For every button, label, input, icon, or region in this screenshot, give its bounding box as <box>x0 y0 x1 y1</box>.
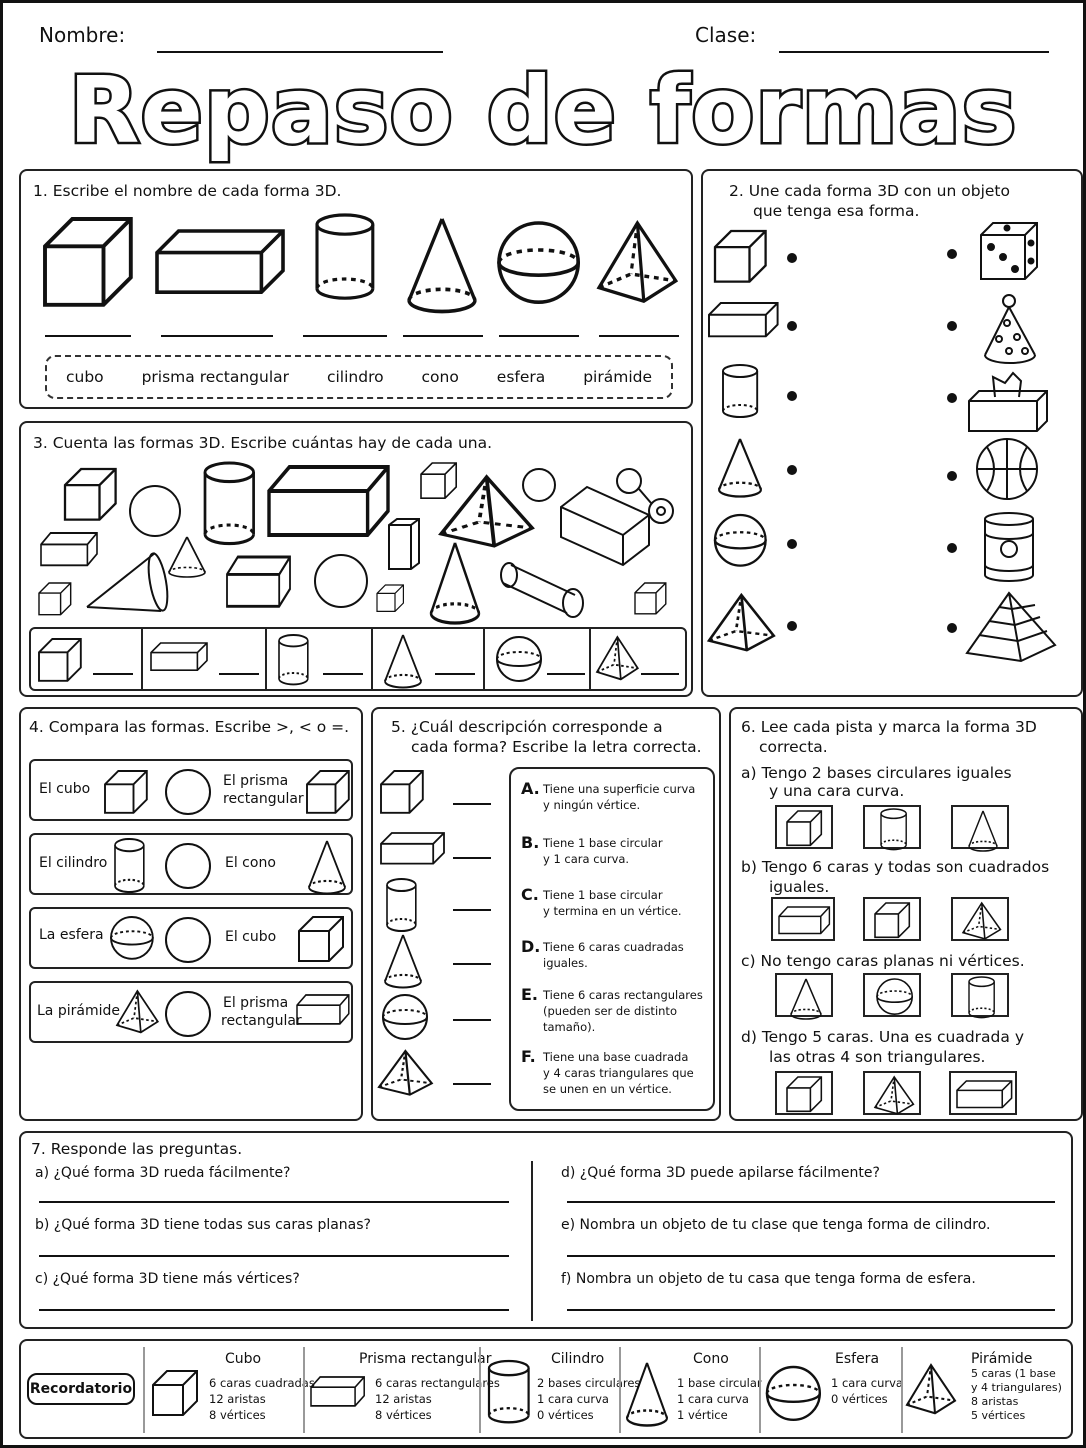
sphere-icon <box>497 637 541 681</box>
compare-row <box>29 759 353 821</box>
name-label: Nombre: <box>39 23 126 47</box>
cylinder-icon <box>969 977 999 1017</box>
prism-icon <box>779 907 835 937</box>
reminder-label: Recordatorio <box>27 1373 135 1405</box>
egypt-pyramid-icon <box>965 589 1057 665</box>
question-d: d) ¿Qué forma 3D puede apilarse fácilmente? <box>561 1165 880 1181</box>
word-bank <box>45 355 673 399</box>
count-cell <box>591 629 687 689</box>
section-3 <box>19 421 693 697</box>
cylinder-icon <box>317 215 377 311</box>
divider <box>901 1347 903 1433</box>
word-esfera: esfera <box>496 368 546 386</box>
compare-row <box>29 981 353 1043</box>
cone-icon <box>385 935 425 985</box>
section-2 <box>701 169 1083 697</box>
s2-prompt: 2. Une cada forma 3D con un objeto <box>729 182 1010 200</box>
cone-icon <box>309 841 349 891</box>
cylinder-icon <box>881 809 911 849</box>
compare-row <box>29 833 353 895</box>
answer-line[interactable] <box>39 1201 509 1203</box>
match-dot[interactable] <box>787 465 797 475</box>
cylinder-icon <box>489 1361 533 1425</box>
prism-icon <box>269 467 399 547</box>
match-dot[interactable] <box>787 321 797 331</box>
s5-prompt-2: cada forma? Escribe la letra correcta. <box>411 738 702 756</box>
question-e: e) Nombra un objeto de tu clase que tenga forma de cilindro. <box>561 1217 991 1233</box>
match-dot[interactable] <box>787 621 797 631</box>
sphere-icon <box>615 465 675 525</box>
option-box[interactable] <box>863 897 921 941</box>
prism-icon <box>381 833 445 869</box>
divider <box>303 1347 305 1433</box>
match-dot[interactable] <box>947 393 957 403</box>
prism-icon <box>151 643 211 683</box>
compare-right-label: El cono <box>225 855 276 871</box>
reminder-name: Esfera <box>835 1351 880 1367</box>
prism-icon <box>297 995 357 1031</box>
can-icon <box>981 511 1041 587</box>
word-prisma: prisma rectangular <box>141 368 290 386</box>
sphere-icon <box>499 223 579 303</box>
prism-icon <box>311 1377 371 1417</box>
cube-icon <box>787 811 827 851</box>
divider <box>143 1347 145 1433</box>
section-7 <box>19 1131 1073 1329</box>
letter-line[interactable] <box>453 857 491 859</box>
s5-prompt: 5. ¿Cuál descripción corresponde a <box>391 718 663 736</box>
prism-icon <box>957 1081 1015 1111</box>
option-box[interactable] <box>863 973 921 1017</box>
cube-icon <box>715 231 775 291</box>
pyramid-icon <box>709 595 779 655</box>
letter-line[interactable] <box>453 909 491 911</box>
pyramid-icon <box>117 991 161 1035</box>
cube-icon <box>875 903 915 943</box>
compare-answer-circle[interactable] <box>165 769 211 815</box>
description-f: F. <box>521 1047 536 1066</box>
compare-answer-circle[interactable] <box>165 917 211 963</box>
word-cilindro: cilindro <box>326 368 384 386</box>
section-4 <box>19 707 363 1121</box>
clue-b: b) Tengo 6 caras y todas son cuadrados <box>741 858 1050 876</box>
sphere-icon <box>877 979 913 1015</box>
question-a: a) ¿Qué forma 3D rueda fácilmente? <box>35 1165 291 1181</box>
cone-icon <box>83 549 173 629</box>
compare-answer-circle[interactable] <box>165 843 211 889</box>
description-e: E. <box>521 985 539 1004</box>
match-dot[interactable] <box>947 249 957 259</box>
s2-prompt-2: que tenga esa forma. <box>753 202 920 220</box>
class-field[interactable] <box>779 51 1049 53</box>
section-6 <box>729 707 1083 1121</box>
match-dot[interactable] <box>787 253 797 263</box>
cube-icon <box>227 557 297 617</box>
match-dot[interactable] <box>787 539 797 549</box>
description-d: D. <box>521 937 541 956</box>
clue-a-2: y una cara curva. <box>769 782 905 800</box>
description-b: B. <box>521 833 540 852</box>
answer-line[interactable] <box>403 335 483 337</box>
count-cell <box>485 629 591 689</box>
cone-icon <box>791 979 825 1019</box>
pyramid-icon <box>379 1051 435 1101</box>
cube-icon <box>105 771 149 815</box>
pyramid-icon <box>599 223 679 303</box>
clue-d: d) Tengo 5 caras. Una es cuadrada y <box>741 1028 1024 1046</box>
compare-right-label-2: rectangular <box>221 1013 302 1029</box>
count-line[interactable] <box>93 673 133 675</box>
compare-answer-circle[interactable] <box>165 991 211 1037</box>
divider <box>479 1347 481 1433</box>
option-box[interactable] <box>863 805 921 849</box>
cube-icon <box>381 771 425 815</box>
class-label: Clase: <box>695 23 757 47</box>
compare-left-label: El cilindro <box>39 855 108 871</box>
page-title: Repaso de formas <box>68 57 1018 164</box>
cube-icon <box>307 771 351 815</box>
compare-left-label: La pirámide <box>37 1003 120 1019</box>
reminder-name: Cilindro <box>551 1351 605 1367</box>
reminder-name: Cubo <box>225 1351 262 1367</box>
count-line[interactable] <box>219 673 259 675</box>
cylinder-icon <box>387 879 417 929</box>
count-cell <box>267 629 373 689</box>
answer-line[interactable] <box>39 1255 509 1257</box>
answer-line[interactable] <box>45 335 131 337</box>
sphere-icon <box>767 1367 821 1421</box>
description-box: A. Tiene una superficie curva y ningún vértice. B. Tiene 1 base circular y 1 cara curva. C. Tiene 1 base circular y termina en un vértice. D. Tiene 6 caras cuadradas iguales. E. Tiene 6 caras rectangulares (pueden ser de distinto tamaño). F. Tiene una base cuadrada y 4 caras triangulares que se unen en un vértice. <box>509 767 715 1111</box>
compare-right-label: El prisma <box>223 995 289 1011</box>
reminder-box: Recordatorio Cubo 6 caras cuadradas 12 aristas 8 vértices Prisma rectangular 6 caras rectangulares 12 aristas 8 vértices Cilindro 2 bases circulares 1 cara curva 0 vértices Cono 1 base circular 1 cara curva 1 vértice Esfera 1 cara curva 0 vértices Pirámide 5 caras (1 base y 4 triangulares) 8 aristas 5 vértices <box>19 1339 1073 1439</box>
cube-icon <box>153 1371 203 1421</box>
answer-line[interactable] <box>599 335 679 337</box>
answer-line[interactable] <box>567 1255 1055 1257</box>
pyramid-icon <box>963 903 1003 943</box>
cylinder-icon <box>115 839 145 893</box>
option-box[interactable] <box>771 897 835 941</box>
cube-icon <box>787 1077 827 1117</box>
word-piramide: pirámide <box>583 368 652 386</box>
compare-right-label: El cubo <box>225 929 277 945</box>
cylinder-icon <box>205 463 265 553</box>
word-cubo: cubo <box>65 368 104 386</box>
pyramid-icon <box>875 1077 915 1117</box>
reminder-name: Pirámide <box>971 1351 1033 1367</box>
cube-icon <box>65 469 125 529</box>
s4-prompt: 4. Compara las formas. Escribe >, < o =. <box>29 718 350 736</box>
sphere-icon <box>129 483 189 543</box>
cube-icon <box>377 585 407 615</box>
letter-line[interactable] <box>453 803 491 805</box>
option-box[interactable] <box>951 805 1009 849</box>
clue-c: c) No tengo caras planas ni vértices. <box>741 952 1025 970</box>
letter-line[interactable] <box>453 963 491 965</box>
s3-prompt: 3. Cuenta las formas 3D. Escribe cuántas hay de cada una. <box>33 434 493 452</box>
answer-line[interactable] <box>161 335 273 337</box>
count-table <box>29 627 687 691</box>
cone-icon <box>169 537 213 577</box>
cone-icon <box>719 439 759 499</box>
divider <box>759 1347 761 1433</box>
column-divider <box>531 1161 533 1321</box>
prism-icon <box>157 231 287 301</box>
s1-prompt: 1. Escribe el nombre de cada forma 3D. <box>33 182 342 200</box>
sphere-icon <box>383 995 427 1039</box>
cylinder-icon <box>723 365 763 425</box>
word-cono: cono <box>421 368 459 386</box>
answer-line[interactable] <box>499 335 579 337</box>
description-a: A. <box>521 779 540 798</box>
match-dot[interactable] <box>947 321 957 331</box>
section-1 <box>19 169 693 409</box>
cube-icon <box>39 583 79 623</box>
answer-line[interactable] <box>567 1201 1055 1203</box>
cone-icon <box>431 543 491 623</box>
party-hat-icon <box>979 293 1043 365</box>
option-box[interactable] <box>951 973 1009 1017</box>
sphere-icon <box>715 515 775 575</box>
sphere-icon <box>111 917 155 961</box>
s6-prompt: 6. Lee cada pista y marca la forma 3D <box>741 718 1037 736</box>
answer-line[interactable] <box>567 1309 1055 1311</box>
question-f: f) Nombra un objeto de tu casa que tenga forma de esfera. <box>561 1271 976 1287</box>
compare-left-label: El cubo <box>39 781 91 797</box>
cube-icon <box>45 219 135 309</box>
divider <box>619 1347 621 1433</box>
compare-right-label-2: rectangular <box>223 791 304 807</box>
s6-prompt-2: correcta. <box>759 738 828 756</box>
question-c: c) ¿Qué forma 3D tiene más vértices? <box>35 1271 300 1287</box>
letter-line[interactable] <box>453 1019 491 1021</box>
count-cell <box>373 629 485 689</box>
match-dot[interactable] <box>947 543 957 553</box>
count-line[interactable] <box>435 673 475 675</box>
clue-b-2: iguales. <box>769 878 830 896</box>
compare-left-label: La esfera <box>39 927 104 943</box>
description-c: C. <box>521 885 539 904</box>
pyramid-icon <box>907 1365 957 1419</box>
option-box[interactable] <box>951 897 1009 941</box>
letter-line[interactable] <box>453 1083 491 1085</box>
count-line[interactable] <box>641 673 679 675</box>
cone-icon <box>409 219 479 309</box>
prism-icon <box>709 303 779 343</box>
option-box[interactable] <box>775 973 833 1017</box>
reminder-name: Cono <box>693 1351 729 1367</box>
reminder-name: Prisma rectangular <box>359 1351 492 1367</box>
cone-icon <box>627 1363 671 1423</box>
match-dot[interactable] <box>947 623 957 633</box>
match-dot[interactable] <box>787 391 797 401</box>
cube-icon <box>635 583 675 623</box>
count-cell <box>143 629 267 689</box>
s7-prompt: 7. Responde las preguntas. <box>31 1140 243 1158</box>
count-cell <box>31 629 143 689</box>
pyramid-icon <box>597 637 641 681</box>
compare-row <box>29 907 353 969</box>
cylinder-icon <box>279 635 309 685</box>
sphere-icon <box>521 467 561 507</box>
clue-d-2: las otras 4 son triangulares. <box>769 1048 986 1066</box>
option-box[interactable] <box>775 805 833 849</box>
tissue-box-icon <box>965 371 1055 435</box>
basketball-icon <box>975 437 1045 507</box>
name-field[interactable] <box>157 51 443 53</box>
cone-icon <box>969 811 999 851</box>
match-dot[interactable] <box>947 471 957 481</box>
answer-line[interactable] <box>303 335 387 337</box>
dice-icon <box>977 219 1043 285</box>
option-box[interactable] <box>775 1071 833 1115</box>
option-box[interactable] <box>863 1071 921 1115</box>
section-5 <box>371 707 721 1121</box>
cylinder-icon <box>501 547 601 617</box>
cube-icon <box>39 639 83 683</box>
cone-icon <box>385 635 425 685</box>
compare-right-label: El prisma <box>223 773 289 789</box>
prism-icon <box>387 517 427 577</box>
option-box[interactable] <box>949 1071 1017 1115</box>
cube-icon <box>299 917 345 963</box>
clue-a: a) Tengo 2 bases circulares iguales <box>741 764 1012 782</box>
question-b: b) ¿Qué forma 3D tiene todas sus caras planas? <box>35 1217 371 1233</box>
answer-line[interactable] <box>39 1309 509 1311</box>
count-line[interactable] <box>547 673 585 675</box>
sphere-icon <box>313 553 373 613</box>
count-line[interactable] <box>323 673 363 675</box>
